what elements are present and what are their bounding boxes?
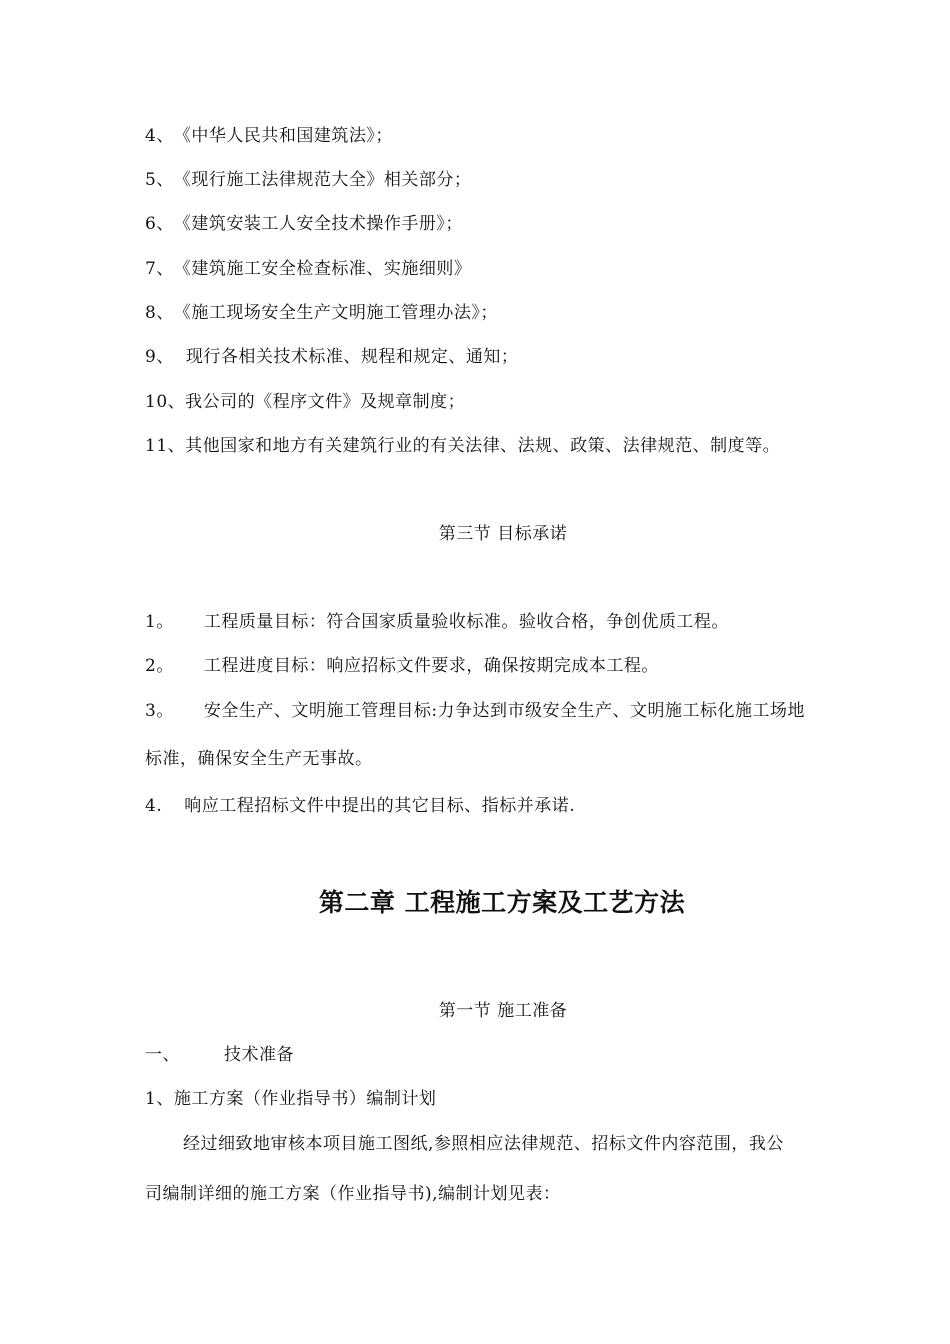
list-number: 10、 bbox=[145, 392, 186, 412]
goal-text: 安全生产、文明施工管理目标:力争达到市级安全生产、文明施工标化施工场地 bbox=[203, 701, 806, 721]
list-item bbox=[145, 258, 471, 280]
list-text: 《建筑施工安全检查标准、实施细则》 bbox=[173, 259, 472, 279]
goal-item bbox=[145, 655, 659, 677]
list-text: 《施工现场安全生产文明施工管理办法》； bbox=[173, 303, 498, 323]
paragraph-line: 司编制详细的施工方案（作业指导书),编制计划见表： bbox=[145, 1184, 561, 1204]
list-item bbox=[145, 125, 393, 147]
list-number: 6、 bbox=[145, 214, 174, 234]
list-number: 8、 bbox=[145, 303, 174, 323]
goal-item bbox=[145, 611, 729, 633]
chapter-title: 第二章 工程施工方案及工艺方法 bbox=[318, 888, 686, 917]
paragraph-line: 经过细致地审核本项目施工图纸,参照相应法律规范、招标文件内容范围，我公 bbox=[183, 1134, 784, 1154]
list-text: 《现行施工法律规范大全》相关部分； bbox=[173, 170, 472, 190]
list-number: 4、 bbox=[145, 126, 174, 146]
subsection-text: 技术准备 bbox=[224, 1045, 294, 1065]
goal-continuation bbox=[145, 748, 373, 770]
goal-number: 3。 bbox=[145, 701, 174, 721]
list-text: 《建筑安装工人安全技术操作手册》； bbox=[173, 214, 463, 234]
list-text: 《中华人民共和国建筑法》； bbox=[173, 126, 393, 146]
list-number: 11、 bbox=[145, 436, 186, 456]
goal-text: 工程进度目标：响应招标文件要求，确保按期完成本工程。 bbox=[203, 656, 659, 676]
goal-text: 工程质量目标：符合国家质量验收标准。验收合格，争创优质工程。 bbox=[203, 612, 729, 632]
subsection-number: 一、 bbox=[145, 1045, 180, 1065]
list-number: 5、 bbox=[145, 170, 174, 190]
goal-item bbox=[145, 700, 805, 722]
goal-number: 2。 bbox=[145, 656, 174, 676]
list-item bbox=[145, 302, 498, 324]
subsection-heading bbox=[145, 1044, 294, 1066]
section-title: 第一节 施工准备 bbox=[438, 1001, 568, 1021]
list-number: 9、 bbox=[145, 347, 174, 367]
section-title: 第三节 目标承诺 bbox=[438, 524, 568, 544]
goal-text: 响应工程招标文件中提出的其它目标、指标并承诺. bbox=[184, 796, 576, 816]
list-text: 其他国家和地方有关建筑行业的有关法律、法规、政策、法律规范、制度等。 bbox=[185, 436, 781, 456]
list-item bbox=[145, 213, 463, 235]
goal-text: 标准，确保安全生产无事故。 bbox=[145, 749, 373, 769]
list-item bbox=[145, 169, 471, 191]
list-text: 现行各相关技术标准、规程和规定、通知； bbox=[185, 347, 519, 367]
goal-number: 1。 bbox=[145, 612, 174, 632]
list-item bbox=[145, 391, 465, 413]
list-item bbox=[145, 435, 780, 457]
list-number: 7、 bbox=[145, 259, 174, 279]
list-text: 我公司的《程序文件》及规章制度； bbox=[185, 392, 466, 412]
goal-number: 4. bbox=[145, 796, 163, 816]
plan-heading: 1、施工方案（作业指导书）编制计划 bbox=[145, 1089, 437, 1109]
list-item bbox=[145, 346, 518, 368]
goal-item bbox=[145, 795, 575, 817]
